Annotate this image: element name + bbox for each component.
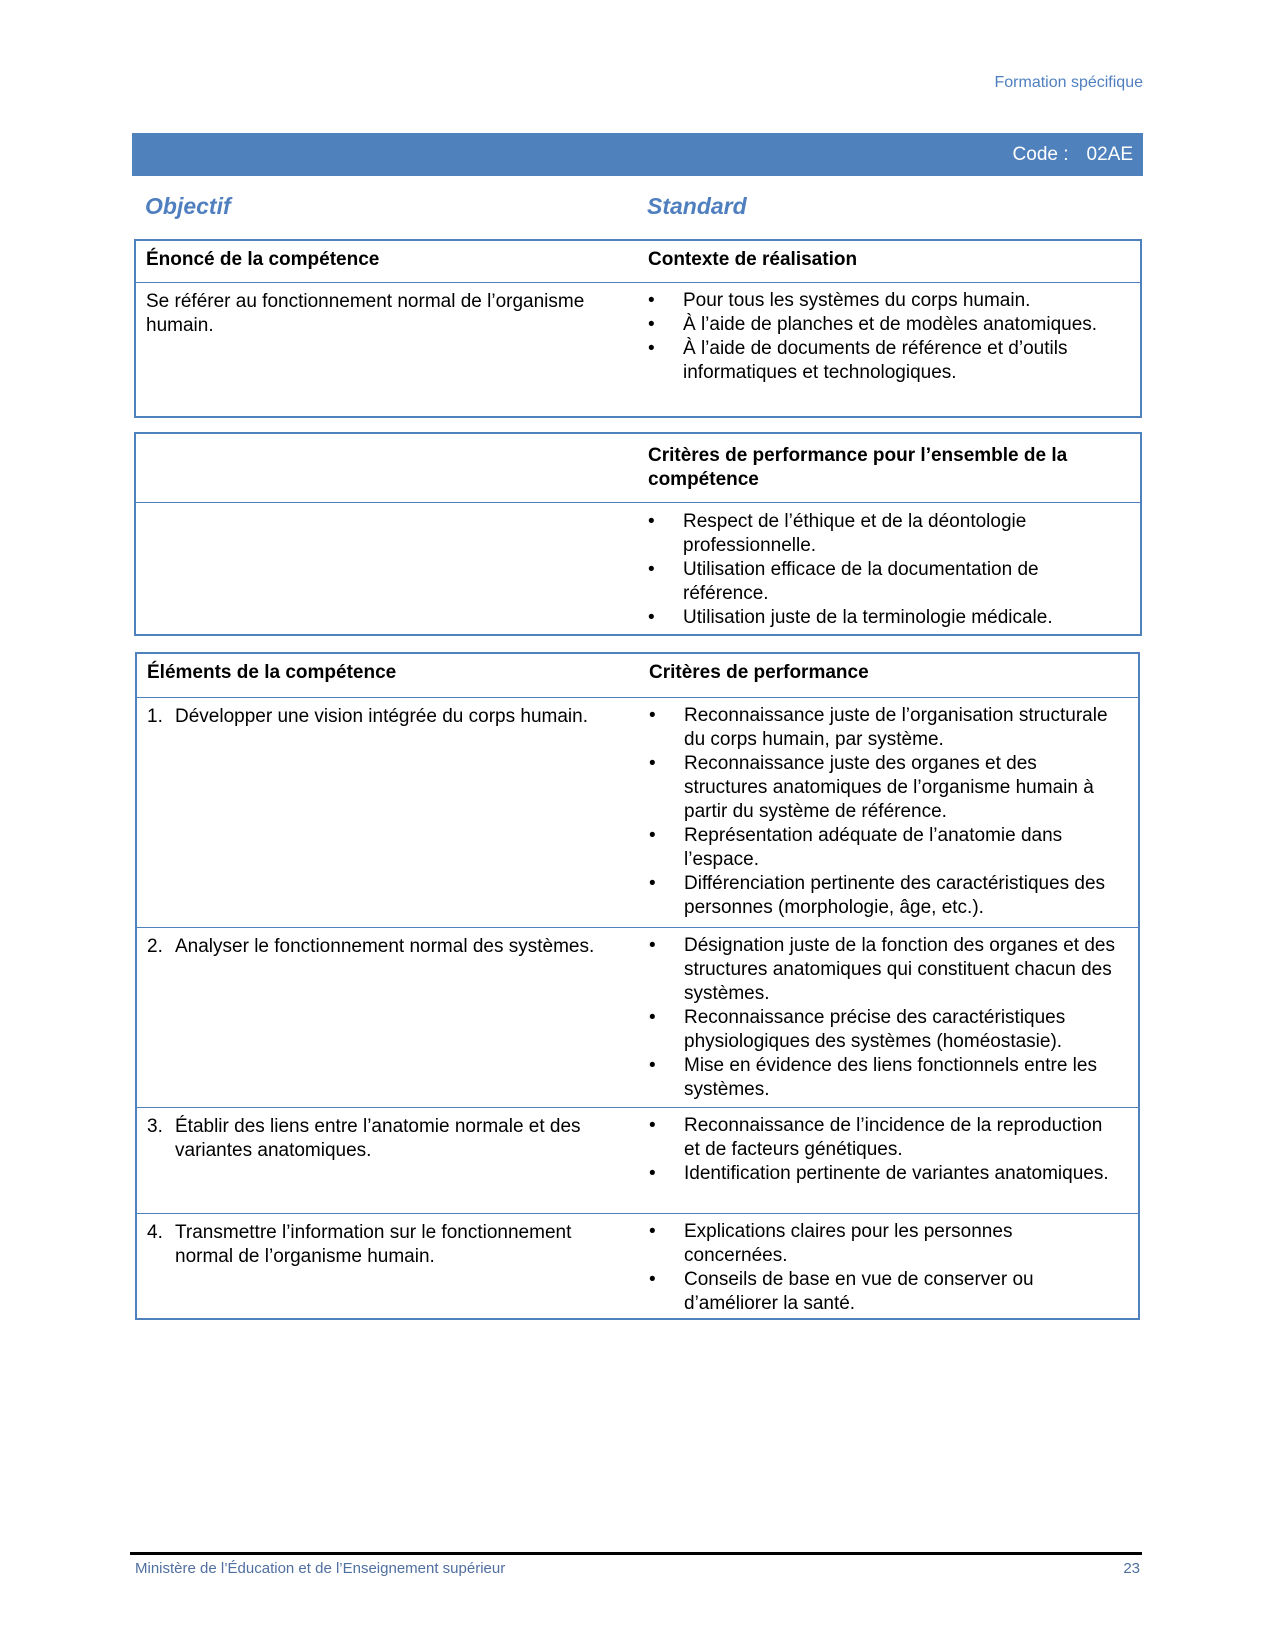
element-text: Transmettre l’information sur le fonctionnement normal de l’organisme humain. [175,1222,572,1267]
elements-table [135,652,1140,1320]
objective-title: Objectif [145,193,231,219]
list-item: • Pour tous les systèmes du corps humain. [648,289,1118,313]
element-number: 1. [147,706,163,727]
element-text: Analyser le fonctionnement normal des systèmes. [175,936,595,957]
overall-criteria-table [134,432,1142,636]
row-divider [137,1213,1138,1214]
footer-rule [130,1552,1142,1555]
element-text: Développer une vision intégrée du corps humain. [175,706,588,727]
context-list [648,289,1118,385]
list-item: • Mise en évidence des liens fonctionnels entre les systèmes. [649,1054,1119,1102]
element-4 [147,1221,617,1269]
list-item: • Reconnaissance précise des caractéristiques physiologiques des systèmes (homéostasie). [649,1006,1119,1054]
list-item: • Désignation juste de la fonction des organes et des structures anatomiques qui constituent chacun des systèmes. [649,934,1119,1006]
element-3 [147,1115,617,1163]
element-number: 3. [147,1116,163,1137]
competency-statement: Se référer au fonctionnement normal de l’organisme humain. [146,291,585,336]
element-text: Établir des liens entre l’anatomie normale et des variantes anatomiques. [175,1116,581,1161]
competency-statement-table [134,239,1142,418]
performance-criteria-heading: Critères de performance [649,662,869,683]
footer-ministry: Ministère de l’Éducation et de l’Enseignement supérieur [135,1560,506,1577]
list-item: • Reconnaissance juste des organes et des structures anatomiques de l’organisme humain à partir du système de référence. [649,752,1119,824]
element-1-criteria [649,704,1119,920]
list-item: • Respect de l’éthique et de la déontologie professionnelle. [648,510,1118,558]
header-divider [136,282,1140,283]
row-divider [137,1107,1138,1108]
statement-heading: Énoncé de la compétence [146,249,380,270]
element-2-criteria [649,934,1119,1102]
element-2 [147,935,617,959]
list-item: • Différenciation pertinente des caractéristiques des personnes (morphologie, âge, etc.). [649,872,1119,920]
element-4-criteria [649,1220,1119,1316]
list-item: • Utilisation efficace de la documentation de référence. [648,558,1118,606]
element-number: 4. [147,1222,163,1243]
list-item: • Utilisation juste de la terminologie médicale. [648,606,1118,630]
page-number: 23 [1123,1560,1140,1577]
row-divider [137,927,1138,928]
code-label: Code : [1012,143,1069,165]
header-divider [136,502,1140,503]
code-bar [132,133,1143,176]
element-3-criteria [649,1114,1119,1186]
objective-standard-titles [145,193,1145,220]
standard-title: Standard [647,193,747,219]
context-heading: Contexte de réalisation [648,249,858,270]
header-divider [137,697,1138,698]
overall-criteria-heading: Critères de performance pour l’ensemble de la compétence [648,445,1068,490]
list-item: • Conseils de base en vue de conserver ou d’améliorer la santé. [649,1268,1119,1316]
element-number: 2. [147,936,163,957]
list-item: • À l’aide de documents de référence et d’outils informatiques et technologiques. [648,337,1118,385]
list-item: • Reconnaissance de l’incidence de la reproduction et de facteurs génétiques. [649,1114,1119,1162]
overall-criteria-list [648,510,1118,630]
code-value: 02AE [1086,143,1133,165]
list-item: • Identification pertinente de variantes anatomiques. [649,1162,1119,1186]
element-1 [147,705,617,729]
list-item: • À l’aide de planches et de modèles anatomiques. [648,313,1118,337]
list-item: • Explications claires pour les personnes concernées. [649,1220,1119,1268]
list-item: • Reconnaissance juste de l’organisation structurale du corps humain, par système. [649,704,1119,752]
list-item: • Représentation adéquate de l’anatomie dans l’espace. [649,824,1119,872]
elements-heading: Éléments de la compétence [147,662,397,683]
section-header: Formation spécifique [994,74,1143,91]
